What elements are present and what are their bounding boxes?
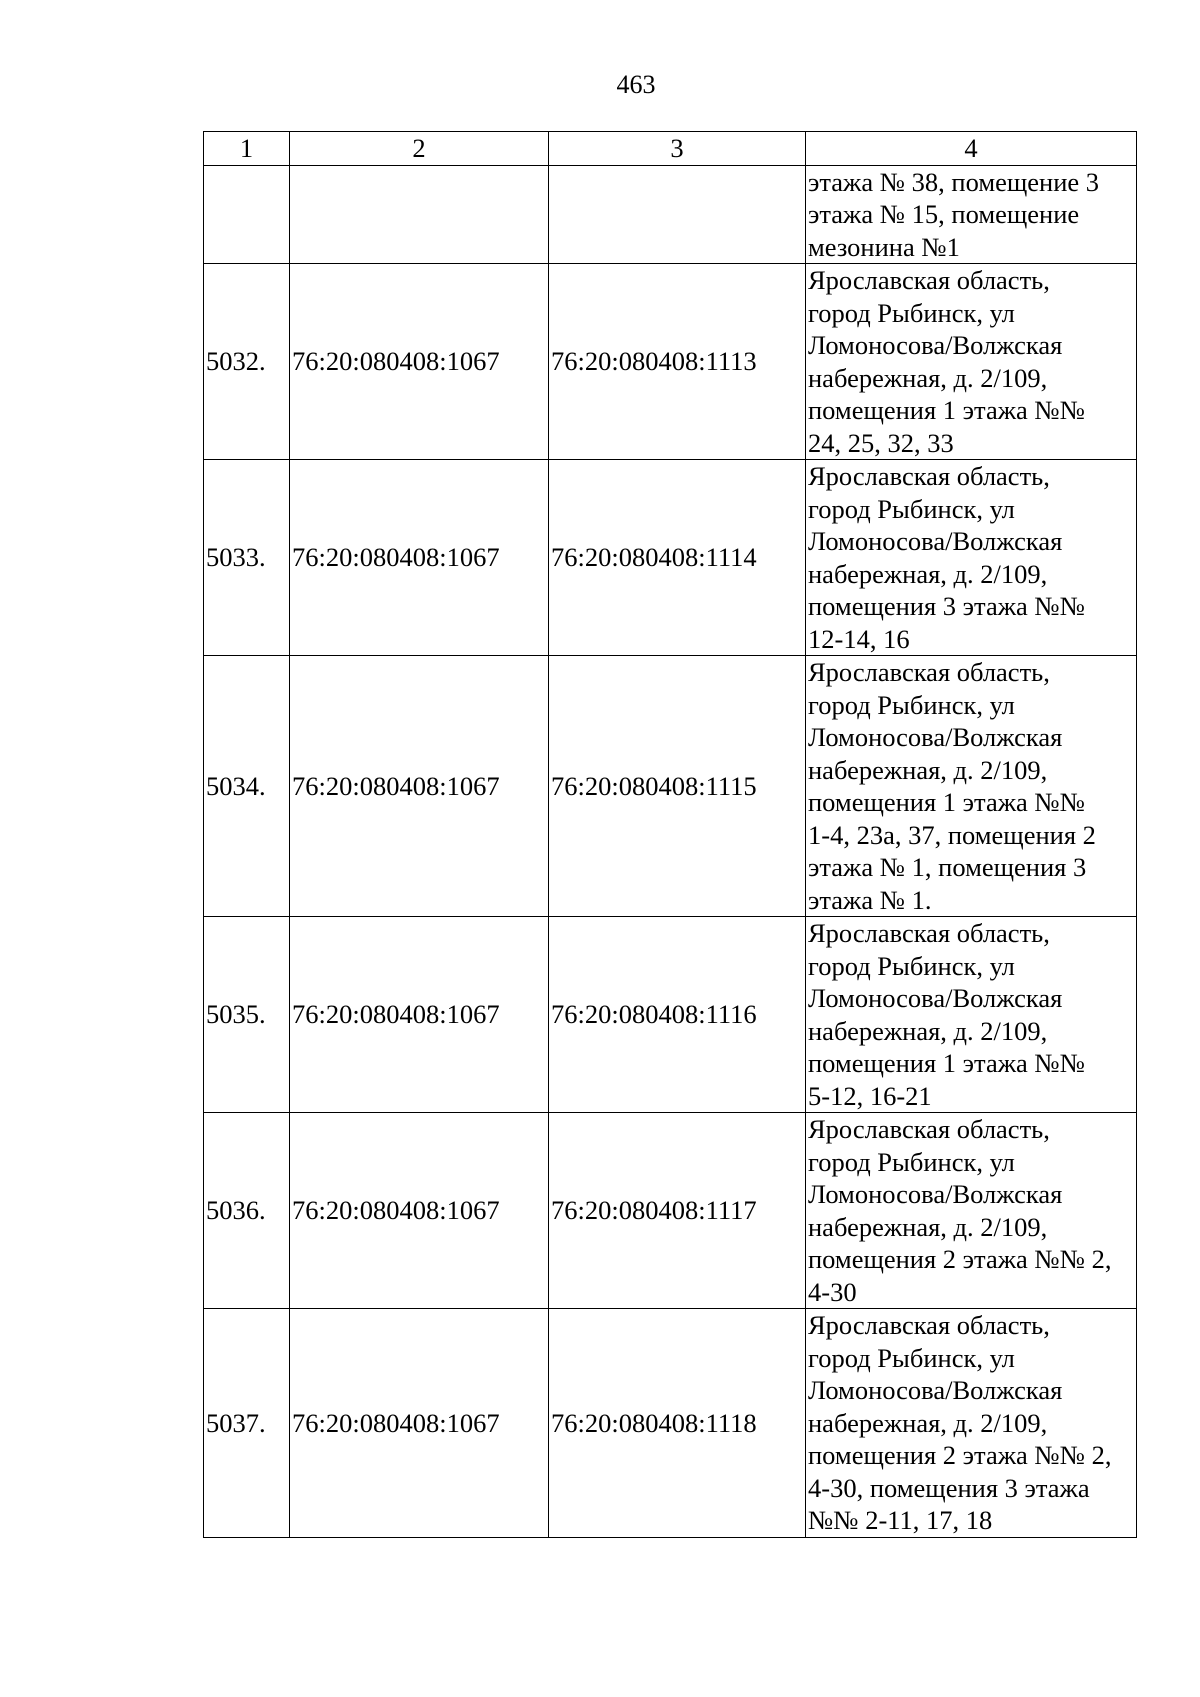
row-number-cell: 5037. [204,1309,290,1538]
table-row [204,917,1137,1113]
object-cadastral-number-cell: 76:20:080408:1113 [549,264,806,460]
address-line: город Рыбинск, ул [808,297,1015,328]
address-cell [806,917,1137,1113]
table-row [204,656,1137,917]
parent-cadastral-number-cell [290,165,549,264]
row-number-cell: 5034. [204,656,290,917]
address-line: Ломоносова/Волжская [808,722,1063,752]
table-row [204,1113,1137,1309]
column-header: 4 [806,132,1137,166]
address-line: набережная, д. 2/109, [808,1211,1048,1242]
address-line: 12-14, 16 [808,623,910,654]
object-cadastral-number-cell: 76:20:080408:1118 [549,1309,806,1538]
address-line: набережная, д. 2/109, [808,558,1048,589]
address-line: Ярославская область, [808,657,1050,687]
parent-cadastral-number-cell: 76:20:080408:1067 [290,917,549,1113]
parent-cadastral-number-cell: 76:20:080408:1067 [290,264,549,460]
page-number: 463 [616,70,656,99]
address-line: набережная, д. 2/109, [808,754,1048,785]
row-number-cell: 5033. [204,460,290,656]
address-line: набережная, д. 2/109, [808,362,1048,393]
address-line: город Рыбинск, ул [808,1146,1015,1177]
row-number-cell: 5035. [204,917,290,1113]
address-line: помещения 2 этажа №№ 2, [808,1244,1112,1274]
address-line: мезонина №1 [808,231,960,262]
address-line: Ярославская область, [808,1310,1050,1340]
table-row [204,460,1137,656]
column-header: 2 [290,132,549,166]
parent-cadastral-number-cell: 76:20:080408:1067 [290,1113,549,1309]
row-number-cell [204,165,290,264]
address-line: набережная, д. 2/109, [808,1407,1048,1438]
address-line: 24, 25, 32, 33 [808,427,954,458]
address-line: этажа № 1, помещения 3 [808,852,1087,882]
address-cell [806,460,1137,656]
address-line: Ломоносова/Волжская [808,330,1063,360]
address-cell [806,1113,1137,1309]
address-line: Ярославская область, [808,1114,1050,1144]
object-cadastral-number-cell: 76:20:080408:1117 [549,1113,806,1309]
column-header: 1 [204,132,290,166]
address-line: помещения 3 этажа №№ [808,591,1085,621]
column-header: 3 [549,132,806,166]
parent-cadastral-number-cell: 76:20:080408:1067 [290,460,549,656]
object-cadastral-number-cell: 76:20:080408:1114 [549,460,806,656]
address-cell [806,165,1137,264]
address-line: №№ 2-11, 17, 18 [808,1505,993,1535]
address-line: Ломоносова/Волжская [808,1375,1063,1405]
table-row [204,1309,1137,1538]
register-table [203,131,1137,1538]
address-line: город Рыбинск, ул [808,1342,1015,1373]
address-line: город Рыбинск, ул [808,689,1015,720]
address-line: Ярославская область, [808,461,1050,491]
address-line: город Рыбинск, ул [808,950,1015,981]
table-row [204,264,1137,460]
address-cell [806,264,1137,460]
address-line: Ярославская область, [808,918,1050,948]
address-line: Ломоносова/Волжская [808,526,1063,556]
address-line: 4-30 [808,1276,857,1307]
address-line: набережная, д. 2/109, [808,1015,1048,1046]
row-number-cell: 5036. [204,1113,290,1309]
address-line: помещения 1 этажа №№ [808,395,1085,425]
address-line: город Рыбинск, ул [808,493,1015,524]
address-cell [806,1309,1137,1538]
address-line: 5-12, 16-21 [808,1080,932,1111]
row-number-cell: 5032. [204,264,290,460]
table-row [204,165,1137,264]
address-line: помещения 2 этажа №№ 2, [808,1440,1112,1470]
address-line: помещения 1 этажа №№ [808,1048,1085,1078]
object-cadastral-number-cell [549,165,806,264]
object-cadastral-number-cell: 76:20:080408:1116 [549,917,806,1113]
address-line: этажа № 15, помещение [808,199,1080,229]
address-line: 1-4, 23а, 37, помещения 2 [808,819,1096,850]
address-line: 4-30, помещения 3 этажа [808,1472,1090,1503]
address-line: Ярославская область, [808,265,1050,295]
object-cadastral-number-cell: 76:20:080408:1115 [549,656,806,917]
address-line: этажа № 38, помещение 3 [808,166,1100,197]
address-line: Ломоносова/Волжская [808,983,1063,1013]
address-cell [806,656,1137,917]
parent-cadastral-number-cell: 76:20:080408:1067 [290,1309,549,1538]
address-line: Ломоносова/Волжская [808,1179,1063,1209]
address-line: помещения 1 этажа №№ [808,787,1085,817]
address-line: этажа № 1. [808,884,932,915]
parent-cadastral-number-cell: 76:20:080408:1067 [290,656,549,917]
table-header-row [204,132,1137,166]
